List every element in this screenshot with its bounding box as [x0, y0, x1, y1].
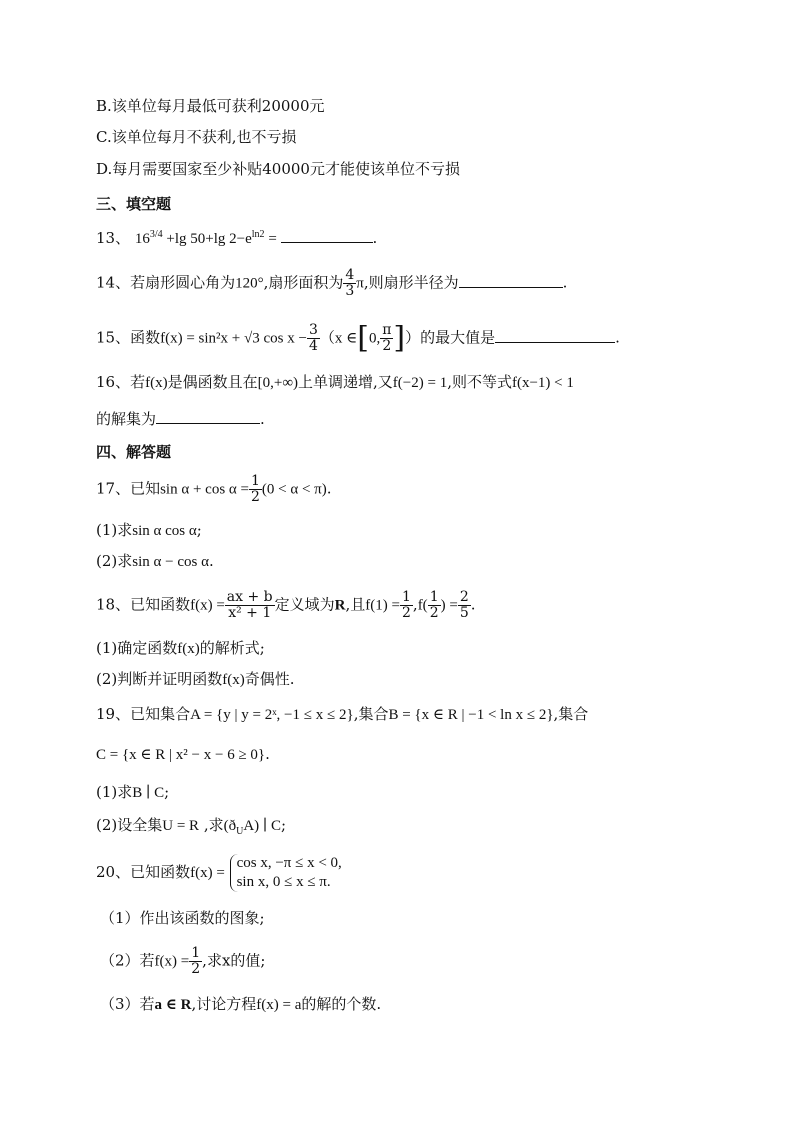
option-d: D.每月需要国家至少补贴40000元才能使该单位不亏损 — [96, 160, 460, 178]
q18-f2-num: 1 — [429, 589, 439, 605]
q15-domain: x ∈ — [334, 330, 358, 347]
q16-answer-blank[interactable] — [156, 409, 260, 424]
q18-frac-num: ax + b — [226, 589, 273, 605]
q13-expression — [135, 231, 281, 247]
q15-close: ）的最大值是 — [405, 328, 496, 347]
section-answer-title: 四、解答题 — [96, 443, 172, 461]
q19-p1-expr: B ∣ C — [132, 785, 165, 801]
q18-p2-f: f(x) — [222, 672, 245, 688]
q13-exponent: 3/4 — [149, 229, 163, 240]
q18-f2-den: 2 — [429, 605, 439, 621]
q18-f2-close: ) = — [440, 597, 458, 614]
q15-dom-num: π — [382, 322, 392, 338]
q20-frac-num: 1 — [191, 945, 201, 961]
q19-p1-end: ; — [164, 783, 170, 801]
q17-frac-den: 2 — [250, 489, 260, 505]
q17-p2-end: . — [208, 552, 214, 570]
q18-p1-text: 的解析式; — [199, 639, 265, 657]
question-19 — [96, 703, 588, 726]
q17-fraction — [249, 474, 262, 505]
q18-frac2 — [428, 590, 441, 621]
q17-p1-label: (1)求 — [96, 521, 133, 539]
q17-p1-end: ; — [196, 521, 202, 539]
section-fill-in-title: 三、填空题 — [96, 195, 172, 213]
q20-part2 — [100, 946, 265, 977]
q19-p2-expr: (ð — [223, 818, 237, 834]
question-20 — [96, 854, 342, 892]
q18-reals: R — [334, 597, 346, 614]
q15-function: f(x) = sin²x + √3 cos x − — [160, 330, 307, 347]
q18-mid: 定义域为 — [274, 595, 335, 614]
q16-line2: 的解集为 — [96, 410, 157, 428]
question-14 — [96, 268, 567, 299]
q13-end: . — [372, 229, 378, 247]
q14-after: ,则扇形半径为 — [363, 273, 459, 292]
q14-fraction — [343, 268, 356, 299]
q20-p2-f: f(x) = — [154, 953, 190, 970]
q14-mid: ,扇形面积为 — [263, 273, 344, 292]
q15-dom-den: 2 — [382, 338, 392, 354]
q20-frac-den: 2 — [191, 961, 201, 977]
q18-f3-num: 2 — [459, 589, 469, 605]
q14-frac-num: 4 — [345, 267, 355, 283]
q19-p2-end: ; — [281, 816, 287, 834]
q18-p2-text: 奇偶性. — [244, 670, 295, 688]
q17-condition: (0 < α < π) — [261, 481, 327, 498]
q20-text: 20、已知函数 — [96, 863, 191, 881]
q19-set-a: A = {y | y = 2ˣ, −1 ≤ x ≤ 2} — [190, 707, 354, 723]
q19-set-c: C = {x ∈ R | x² − x − 6 ≥ 0} — [96, 747, 266, 763]
q14-end: . — [562, 273, 568, 292]
q20-p2-label: （2）若 — [100, 951, 155, 970]
q17-expression: sin α + cos α = — [160, 481, 249, 498]
q17-frac-num: 1 — [250, 473, 260, 489]
q20-part3 — [100, 993, 381, 1016]
q18-frac3 — [458, 590, 471, 621]
q17-p1-expr: sin α cos α — [132, 523, 197, 539]
q20-case2: sin x, 0 ≤ x ≤ π. — [236, 874, 331, 890]
option-b: B.该单位每月最低可获利20000元 — [96, 97, 325, 115]
q20-p3-label: （3）若 — [100, 995, 155, 1013]
q20-fx: f(x) = — [190, 865, 225, 881]
q18-p1-label: (1)确定函数 — [96, 639, 178, 657]
q18-part1 — [96, 637, 265, 660]
q16-f2: f(−2) = 1 — [392, 375, 448, 391]
q17-text: 17、已知 — [96, 479, 161, 498]
q14-text: 14、若扇形圆心角为 — [96, 273, 236, 292]
q17-p2-label: (2)求 — [96, 552, 133, 570]
q17-part2 — [96, 550, 214, 573]
q19-p2-expr2: A) ∣ C — [243, 818, 282, 834]
q17-p2-expr: sin α − cos α — [132, 554, 209, 570]
q18-sep: , — [412, 595, 418, 614]
q19-part1 — [96, 781, 169, 804]
q14-pi: π — [356, 275, 364, 292]
q17-part1 — [96, 519, 202, 542]
q15-frac-num: 3 — [308, 322, 318, 338]
q20-p3-text2: 的解的个数. — [301, 995, 382, 1013]
q18-f1-den: 2 — [401, 605, 411, 621]
q15-frac-den: 4 — [308, 338, 318, 354]
q20-fraction — [189, 946, 202, 977]
q18-text: 18、已知函数 — [96, 595, 191, 614]
q13-terms: +lg 50+lg 2−e — [162, 231, 252, 247]
q19-p2-label: (2)设全集 — [96, 816, 163, 834]
q16-t1: 是偶函数且在 — [167, 373, 258, 391]
q18-fx: f(x) = — [190, 597, 225, 614]
q15-open-paren: （ — [319, 328, 335, 347]
q13-number: 13、 — [96, 229, 131, 247]
q20-part1: （1）作出该函数的图象; — [100, 909, 265, 927]
q18-f2: f( — [417, 597, 428, 614]
q19-c-end: . — [265, 745, 270, 763]
q18-frac1 — [400, 590, 413, 621]
question-16-line1 — [96, 371, 574, 394]
q17-end: . — [326, 479, 332, 498]
q13-base: 16 — [134, 231, 150, 247]
question-16-line2 — [96, 408, 265, 430]
q18-end: . — [470, 595, 476, 614]
q18-f1: f(1) = — [365, 597, 400, 614]
question-17 — [96, 474, 332, 505]
q19-set-b: B = {x ∈ R | −1 < ln x ≤ 2} — [388, 707, 554, 723]
q19-p2-text: ,求 — [199, 816, 224, 834]
question-15: 15、函数f(x) = sin²x + √3 cos x − $\frac{3}{4}$ （x ∈[0, $\frac{\pi}{2}$ ]）的最大值是 . — [96, 320, 620, 356]
q19-set-c-line — [96, 743, 270, 766]
q20-p3-text: ,讨论方程 — [191, 995, 257, 1013]
q19-p1-label: (1)求 — [96, 783, 133, 801]
q18-p2-label: (2)判断并证明函数 — [96, 670, 223, 688]
q14-answer-blank[interactable] — [459, 273, 563, 288]
q13-equals: = — [264, 231, 281, 247]
q19-part2 — [96, 814, 286, 843]
question-13 — [96, 224, 377, 250]
q18-part2 — [96, 668, 295, 691]
q14-frac-den: 3 — [345, 283, 355, 299]
q15-text: 15、函数 — [96, 328, 161, 347]
q20-p2-text: ,求x的值; — [202, 951, 266, 970]
q16-t3: ,则不等式 — [447, 373, 512, 391]
q18-fraction — [225, 590, 275, 621]
q19-text: 19、已知集合 — [96, 705, 191, 723]
q16-end: . — [260, 410, 265, 428]
q20-p3-f: f(x) = a — [256, 997, 302, 1013]
q20-piecewise — [230, 854, 342, 892]
q19-p2-sub: U — [236, 826, 244, 837]
q16-text: 16、若 — [96, 373, 146, 391]
q14-angle: 120° — [235, 275, 264, 292]
q15-answer-blank[interactable] — [495, 328, 615, 343]
q18-frac-den: x² + 1 — [228, 605, 272, 621]
q16-f3: f(x−1) < 1 — [511, 375, 574, 391]
q16-t2: 上单调递增,又 — [298, 373, 393, 391]
q15-end: . — [615, 328, 620, 347]
q15-fraction — [307, 323, 320, 354]
q16-interval: [0,+∞) — [257, 375, 299, 391]
q19-universe: U = R — [162, 818, 200, 834]
q18-and: ,且 — [345, 595, 366, 614]
q16-f1: f(x) — [145, 375, 168, 391]
option-c: C.该单位每月不获利,也不亏损 — [96, 128, 297, 146]
q18-f3-den: 5 — [459, 605, 469, 621]
q13-e-exponent: ln2 — [251, 229, 265, 240]
q18-f1-num: 1 — [401, 589, 411, 605]
question-18 — [96, 590, 476, 621]
q15-domain-fraction — [380, 323, 393, 354]
q13-answer-blank[interactable] — [281, 228, 373, 243]
q20-p3-a: a ∈ R — [154, 997, 192, 1013]
q15-domain-start: 0, — [368, 330, 381, 347]
q19-t1: ,集合 — [353, 705, 389, 723]
q19-t2: ,集合 — [553, 705, 589, 723]
q18-p1-f: f(x) — [177, 641, 200, 657]
q20-case1: cos x, −π ≤ x < 0, — [236, 855, 342, 871]
